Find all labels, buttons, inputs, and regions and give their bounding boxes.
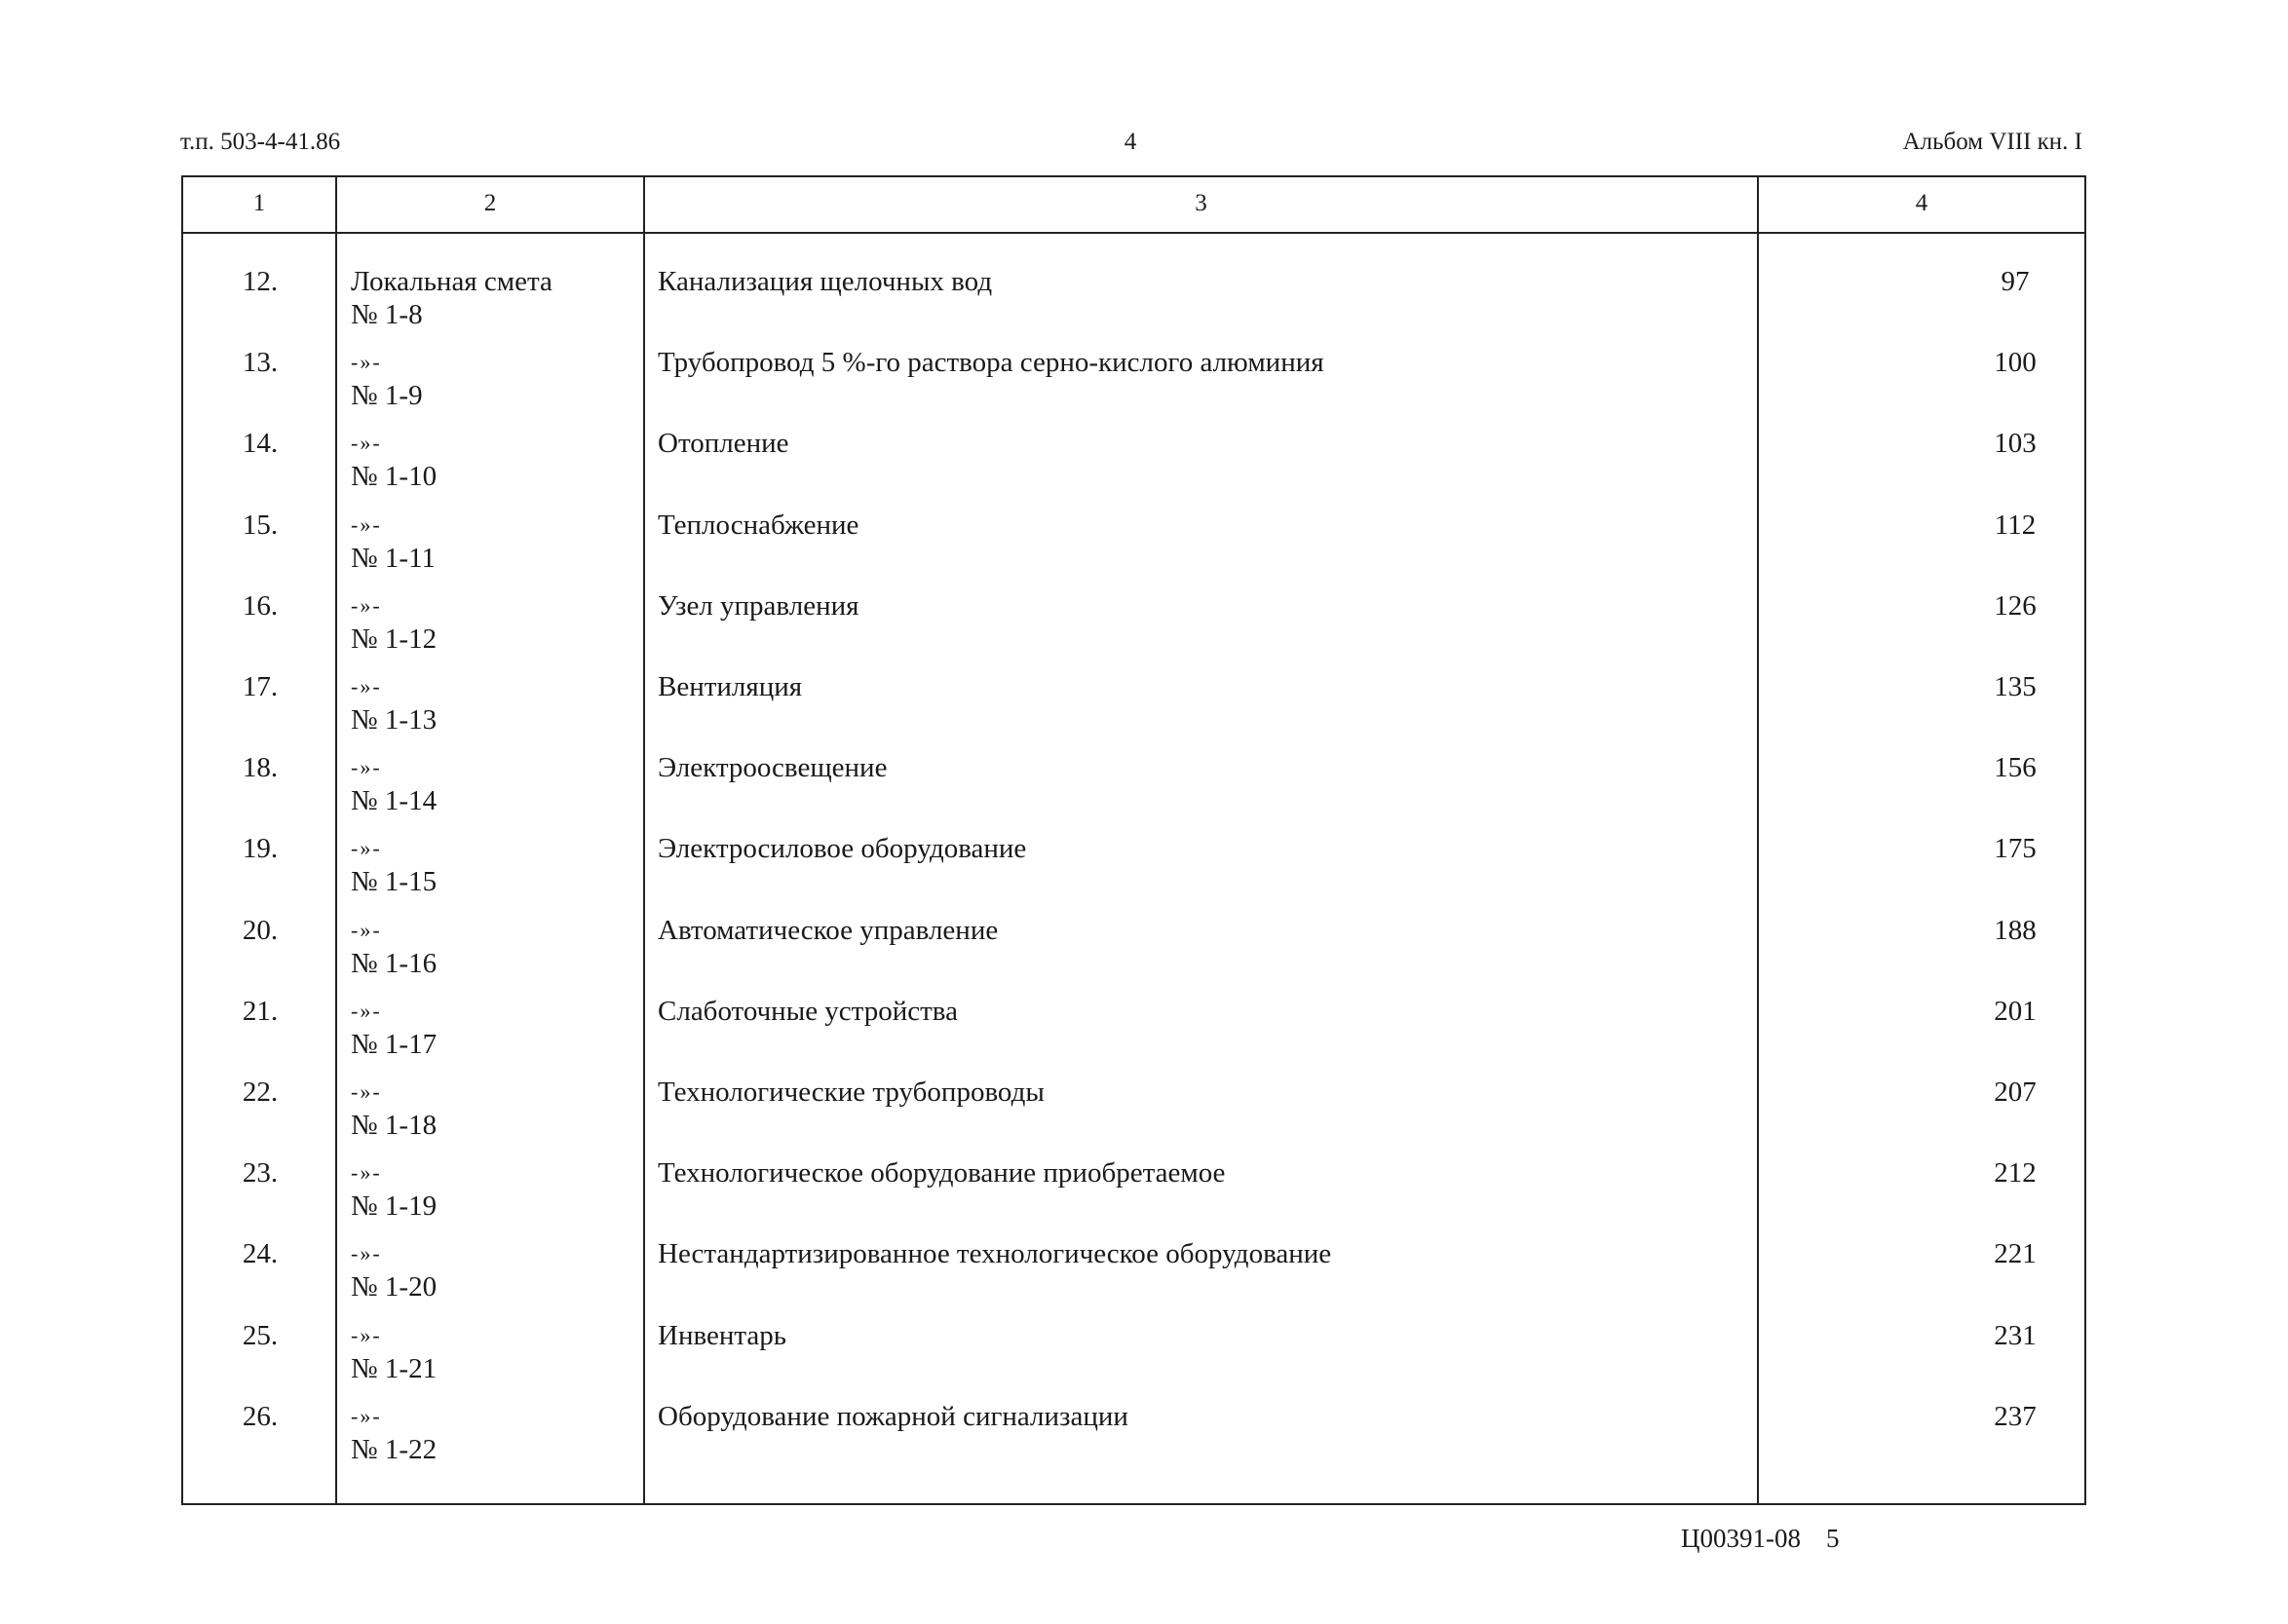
row-number: 13. (242, 347, 279, 379)
row-number: 18. (242, 752, 279, 784)
table-row (183, 751, 2084, 832)
ditto-mark: -»- (351, 1403, 382, 1428)
estimate-reference (351, 1400, 437, 1466)
row-number: 25. (242, 1319, 279, 1351)
ditto-mark: -»- (351, 350, 382, 375)
page-reference: 237 (1994, 1400, 2037, 1432)
estimate-number: № 1-13 (351, 704, 438, 736)
estimate-number: № 1-11 (351, 542, 436, 574)
ditto-mark: -»- (351, 1322, 382, 1347)
row-number: 14. (242, 428, 279, 460)
estimate-reference (351, 1319, 437, 1385)
table-row (183, 1237, 2084, 1318)
section-name: Теплоснабжение (658, 509, 859, 541)
estimate-reference (351, 670, 437, 736)
row-number: 24. (242, 1238, 279, 1270)
ditto-mark: -»- (351, 592, 382, 618)
page-reference: 212 (1994, 1157, 2037, 1190)
page-reference: 126 (1994, 589, 2037, 622)
estimate-number: № 1-17 (351, 1028, 438, 1060)
page-reference: 201 (1994, 995, 2037, 1027)
page-reference: 221 (1994, 1238, 2037, 1270)
page-reference: 175 (1994, 833, 2037, 865)
page-reference: 112 (1994, 509, 2037, 541)
row-number: 23. (242, 1157, 279, 1190)
estimate-number: № 1-9 (351, 380, 423, 412)
ditto-mark: -»- (351, 755, 382, 780)
section-name: Оборудование пожарной сигнализации (658, 1400, 1128, 1432)
page-reference: 100 (1994, 347, 2037, 379)
table-row (183, 914, 2084, 995)
table-row (183, 1156, 2084, 1237)
estimate-reference (351, 1237, 437, 1303)
estimate-number: № 1-19 (351, 1190, 438, 1223)
table-row (183, 265, 2084, 346)
estimate-reference (351, 589, 437, 656)
page-reference: 188 (1994, 914, 2037, 946)
row-number: 21. (242, 995, 279, 1027)
estimate-reference (351, 914, 437, 980)
ditto-mark: -»- (351, 998, 382, 1023)
album-label: Альбом VIII кн. I (1902, 129, 2082, 155)
estimate-reference (351, 1156, 437, 1223)
row-number: 16. (242, 589, 279, 622)
estimate-reference (351, 427, 437, 493)
estimate-number: № 1-8 (351, 299, 423, 330)
ditto-mark: -»- (351, 674, 382, 699)
table-row (183, 1400, 2084, 1481)
estimate-number: № 1-12 (351, 623, 438, 655)
document-code: т.п. 503-4-41.86 (180, 129, 341, 155)
estimate-reference (351, 265, 553, 331)
table-row (183, 1319, 2084, 1400)
section-name: Технологическое оборудование приобретаемое (658, 1157, 1226, 1190)
table-row (183, 670, 2084, 751)
estimates-table (181, 175, 2086, 1505)
column-header-2: 2 (483, 190, 497, 216)
estimate-reference (351, 832, 437, 898)
page-reference: 135 (1994, 671, 2037, 702)
row-number: 15. (242, 509, 279, 541)
section-name: Нестандартизированное технологическое оборудование (658, 1238, 1332, 1270)
header-divider (183, 232, 2084, 234)
estimate-number: № 1-20 (351, 1271, 438, 1303)
table-row (183, 995, 2084, 1076)
ditto-mark: -»- (351, 511, 382, 537)
estimate-reference (351, 1076, 437, 1142)
estimate-reference (351, 346, 423, 412)
estimate-reference (351, 995, 437, 1061)
estimate-number: № 1-18 (351, 1110, 438, 1141)
page-reference: 156 (1994, 752, 2037, 784)
section-name: Вентиляция (658, 671, 803, 702)
page-reference: 103 (1994, 428, 2037, 460)
estimate-number: № 1-21 (351, 1352, 438, 1384)
estimate-number: № 1-10 (351, 461, 438, 493)
footer-code: Ц00391-08 (1681, 1524, 1801, 1553)
section-name: Автоматическое управление (658, 914, 999, 946)
page-reference: 97 (2001, 266, 2030, 297)
table-row (183, 1076, 2084, 1156)
table-row (183, 346, 2084, 427)
estimate-reference (351, 509, 436, 575)
ditto-mark: -»- (351, 1079, 382, 1104)
section-name: Отопление (658, 428, 789, 460)
estimate-number: № 1-15 (351, 866, 438, 898)
estimate-reference (351, 751, 437, 817)
footer (1681, 1523, 1840, 1554)
row-number: 12. (242, 266, 279, 297)
row-number: 17. (242, 671, 279, 702)
table-row (183, 589, 2084, 670)
row-number: 19. (242, 833, 279, 865)
table-row (183, 427, 2084, 508)
ditto-mark: -»- (351, 836, 382, 861)
page-reference: 231 (1994, 1319, 2037, 1351)
section-name: Канализация щелочных вод (658, 266, 993, 297)
section-name: Электроосвещение (658, 752, 888, 784)
footer-page-number: 5 (1826, 1524, 1840, 1553)
estimate-number: № 1-14 (351, 785, 438, 817)
page-number: 4 (1124, 129, 1137, 155)
section-name: Электросиловое оборудование (658, 833, 1027, 865)
row-number: 22. (242, 1076, 279, 1108)
section-name: Технологические трубопроводы (658, 1076, 1045, 1108)
row-number: 26. (242, 1400, 279, 1432)
row-number: 20. (242, 914, 279, 946)
ditto-mark: -»- (351, 1241, 382, 1266)
ditto-mark: -»- (351, 1160, 382, 1186)
estimate-number: № 1-16 (351, 947, 438, 979)
ditto-mark: -»- (351, 431, 382, 456)
section-name: Трубопровод 5 %-го раствора серно-кислого алюминия (658, 347, 1324, 379)
column-header-4: 4 (1915, 190, 1928, 216)
section-name: Инвентарь (658, 1319, 787, 1351)
estimate-number: № 1-22 (351, 1433, 438, 1465)
estimate-title: Локальная смета (351, 266, 553, 297)
ditto-mark: -»- (351, 917, 382, 942)
column-header-1: 1 (252, 190, 266, 216)
column-header-3: 3 (1195, 190, 1207, 216)
page-reference: 207 (1994, 1076, 2037, 1108)
table-row (183, 832, 2084, 913)
table-row (183, 509, 2084, 589)
section-name: Узел управления (658, 589, 859, 622)
section-name: Слаботочные устройства (658, 995, 958, 1027)
